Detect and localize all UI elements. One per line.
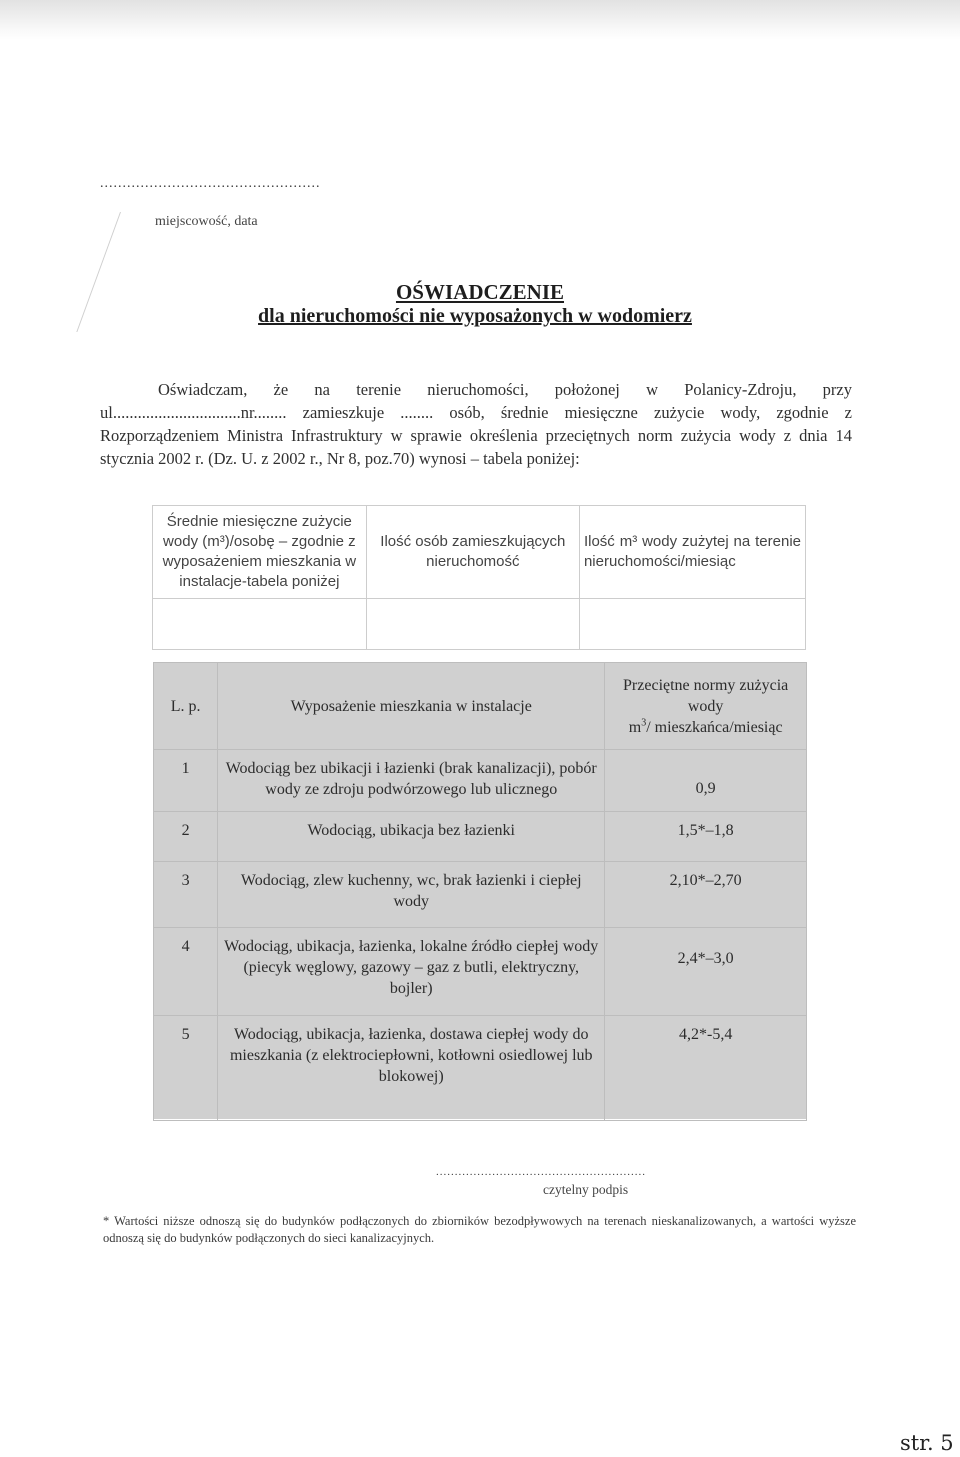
table-row — [154, 812, 807, 862]
row-lp: 1 — [154, 750, 218, 812]
place-date-label: miejscowość, data — [155, 214, 258, 229]
lp-header: L. p. — [154, 663, 218, 750]
row-norm: 2,10*–2,70 — [605, 862, 807, 928]
table-row — [154, 1016, 807, 1121]
norm-header — [605, 663, 807, 750]
row-equipment: Wodociąg, ubikacja bez łazienki — [218, 812, 605, 862]
row-lp: 4 — [154, 928, 218, 1016]
document-title: OŚWIADCZENIE — [395, 280, 565, 304]
norm-header-unit: m — [628, 718, 642, 736]
norms-table — [153, 662, 807, 1121]
row-equipment: Wodociąg, ubikacja, łazienka, dostawa ciepłej wody do mieszkania (z elektrociepłowni, kotłowni osiedlowej lub blokowej) — [218, 1016, 605, 1121]
norms-table-header — [154, 663, 807, 750]
table-row — [154, 862, 807, 928]
monthly-usage-cell[interactable] — [579, 599, 805, 650]
row-norm — [605, 750, 807, 812]
norm-header-title: Przeciętne normy zużycia wody — [623, 676, 789, 715]
statement-text: Oświadczam, że na terenie nieruchomości, położonej w Polanicy-Zdroju, przy ul...............................nr........ zamieszkuje ........ osób, średnie miesięczne zużycie wody, zgodnie z Rozporządzeniem Ministra Infrastruktury w sprawie określenia przeciętnych norm zużycia wody z dnia 14 stycznia 2002 r. (Dz. U. z 2002 r., Nr 8, poz.70) wynosi – tabela poniżej: — [100, 380, 852, 468]
statement-paragraph — [100, 378, 852, 470]
table-row — [154, 750, 807, 812]
norm-header-unit-exp: 3 — [641, 717, 647, 729]
footnote: * Wartości niższe odnoszą się do budynków podłączonych do zbiorników bezodpływowych na terenach nieskanalizowanych, a wartości wyższe odnoszą się do budynków podłączonych do sieci kanalizacyjnych. — [103, 1214, 856, 1245]
row-equipment: Wodociąg, zlew kuchenny, wc, brak łazienki i ciepłej wody — [218, 862, 605, 928]
row-lp: 3 — [154, 862, 218, 928]
table-row — [154, 928, 807, 1016]
norm-header-unit-rest: / mieszkańca/miesiąc — [646, 718, 783, 736]
residents-header: Ilość osób zamieszkujących nieruchomość — [366, 506, 579, 599]
row-norm-value: 0,9 — [695, 780, 716, 797]
document-subtitle: dla nieruchomości nie wyposażonych w wodomierz — [258, 305, 692, 327]
page-number: str. 5 — [900, 1431, 954, 1455]
row-lp: 2 — [154, 812, 218, 862]
monthly-usage-header: Ilość m³ wody zużytej na terenie nieruchomości/miesiąc — [579, 506, 805, 599]
row-equipment: Wodociąg bez ubikacji i łazienki (brak kanalizacji), pobór wody ze zdroju podwórzowego lub ulicznego — [218, 750, 605, 812]
row-norm: 1,5*–1,8 — [605, 812, 807, 862]
row-norm — [605, 928, 807, 1016]
signature-label: czytelny podpis — [543, 1182, 629, 1197]
residents-cell[interactable] — [366, 599, 579, 650]
avg-usage-header: Średnie miesięczne zużycie wody (m³)/osobę – zgodnie z wyposażeniem mieszkania w instalacje-tabela poniżej — [153, 506, 367, 599]
signature-dots: ........................................................ — [436, 1166, 646, 1178]
place-date-dots: ................................................. — [100, 176, 321, 191]
row-norm-value: 2,4*–3,0 — [677, 950, 734, 967]
row-norm: 4,2*-5,4 — [605, 1016, 807, 1121]
declaration-table — [152, 505, 806, 650]
row-equipment: Wodociąg, ubikacja, łazienka, lokalne źródło ciepłej wody (piecyk węglowy, gazowy – gaz z butli, elektryczny, bojler) — [218, 928, 605, 1016]
norms-table-container — [153, 662, 807, 1119]
scan-shadow — [0, 0, 960, 40]
equipment-header: Wyposażenie mieszkania w instalacje — [218, 663, 605, 750]
row-lp: 5 — [154, 1016, 218, 1121]
avg-usage-cell[interactable] — [153, 599, 367, 650]
